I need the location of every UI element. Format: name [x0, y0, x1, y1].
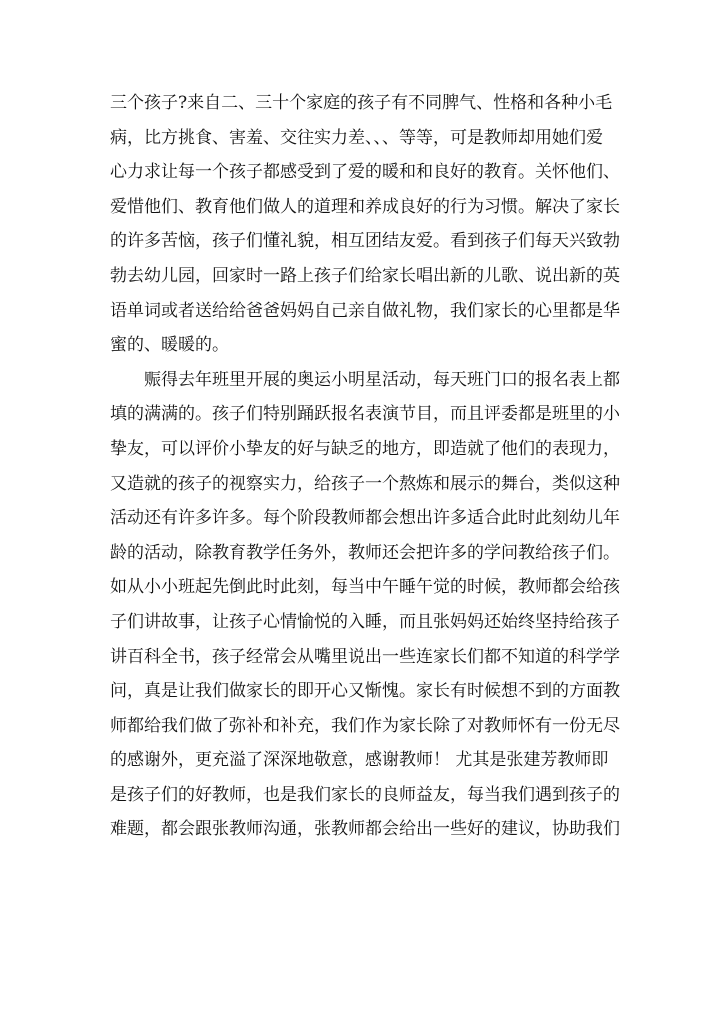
text-line: 三个孩子?来自二、三十个家庭的孩子有不同脾气、性格和各种小毛 [110, 93, 613, 113]
text-line: 子们讲故事，让孩子心情愉悦的入睡，而且张妈妈还始终坚持给孩子 [110, 611, 620, 632]
text-line: 心力求让每一个孩子都感受到了爱的暖和和良好的教育。关怀他们、 [110, 162, 620, 183]
paragraph-2 [110, 363, 630, 847]
text-line: 又造就的孩子的视察实力，给孩子一个熬炼和展示的舞台，类似这种 [110, 473, 620, 494]
paragraph-1 [110, 86, 630, 363]
text-line: 难题，都会跟张教师沟通，张教师都会给出一些好的建议，协助我们 [110, 819, 620, 840]
text-line: 师都给我们做了弥补和补充，我们作为家长除了对教师怀有一份无尽 [110, 715, 620, 736]
text-line: 勃去幼儿园，回家时一路上孩子们给家长唱出新的儿歌、说出新的英 [110, 265, 620, 286]
text-line: 爱惜他们、教育他们做人的道理和养成良好的行为习惯。解决了家长 [110, 196, 620, 217]
text-line: 填的满满的。孩子们特别踊跃报名表演节目，而且评委都是班里的小 [110, 404, 620, 425]
body-text [110, 86, 630, 847]
text-line: 的感谢外，更充溢了深深地敬意，感谢教师！ 尤其是张建芳教师即 [110, 750, 609, 771]
text-line: 如从小小班起先倒此时此刻，每当中午睡午觉的时候，教师都会给孩 [110, 577, 620, 598]
text-line: 病，比方挑食、害羞、交往实力差、、、等等，可是教师却用她们爱 [110, 127, 603, 148]
text-line: 龄的活动，除教育教学任务外，教师还会把许多的学问教给孩子们。 [110, 542, 620, 563]
text-line: 讲百科全书，孩子经常会从嘴里说出一些连家长们都不知道的科学学 [110, 646, 620, 667]
text-line: 活动还有许多许多。每个阶段教师都会想出许多适合此时此刻幼儿年 [110, 508, 620, 529]
text-line: 挚友，可以评价小挚友的好与缺乏的地方，即造就了他们的表现力， [110, 438, 620, 459]
text-line: 语单词或者送给给爸爸妈妈自己亲自做礼物，我们家长的心里都是华 [110, 300, 620, 321]
text-line: 是孩子们的好教师，也是我们家长的良师益友，每当我们遇到孩子的 [110, 784, 620, 805]
text-line: 蜜的、暖暖的。 [110, 335, 229, 356]
text-line: 的许多苦恼，孩子们懂礼貌，相互团结友爱。看到孩子们每天兴致勃 [110, 231, 620, 252]
text-line: 赈得去年班里开展的奥运小明星活动，每天班门口的报名表上都 [144, 369, 620, 390]
text-line: 问，真是让我们做家长的即开心又惭愧。家长有时候想不到的方面教 [110, 681, 620, 702]
